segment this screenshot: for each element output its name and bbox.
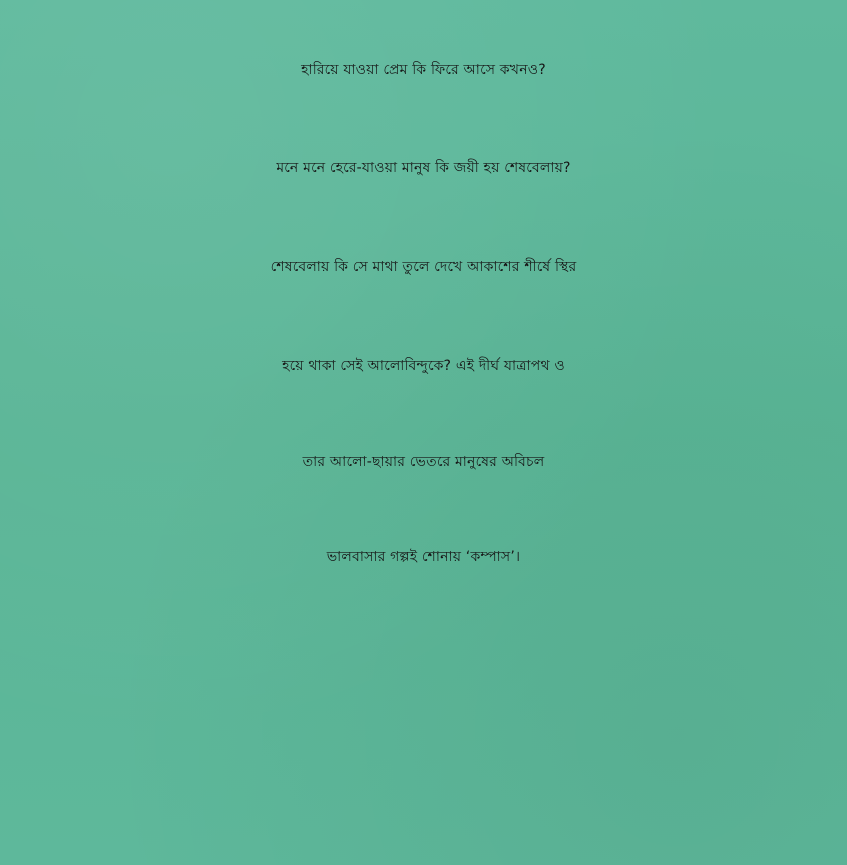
blurb-line-3: শেষবেলায় কি সে মাথা তুলে দেখে আকাশের শীর্ষে স্থির (270, 259, 577, 275)
blurb-line-2: মনে মনে হেরে-যাওয়া মানুষ কি জয়ী হয় শেষবেলায়? (276, 160, 571, 176)
blurb-line-5: তার আলো-ছায়ার ভেতরে মানুষের অবিচল (302, 454, 545, 470)
blurb-line-6: ভালবাসার গল্পই শোনায় ‘কম্পাস’। (326, 549, 521, 565)
blurb-line-1: হারিয়ে যাওয়া প্রেম কি ফিরে আসে কখনও? (301, 62, 546, 78)
blurb-line-4: হয়ে থাকা সেই আলোবিন্দুকে? এই দীর্ঘ যাত্রাপথ ও (282, 358, 565, 374)
